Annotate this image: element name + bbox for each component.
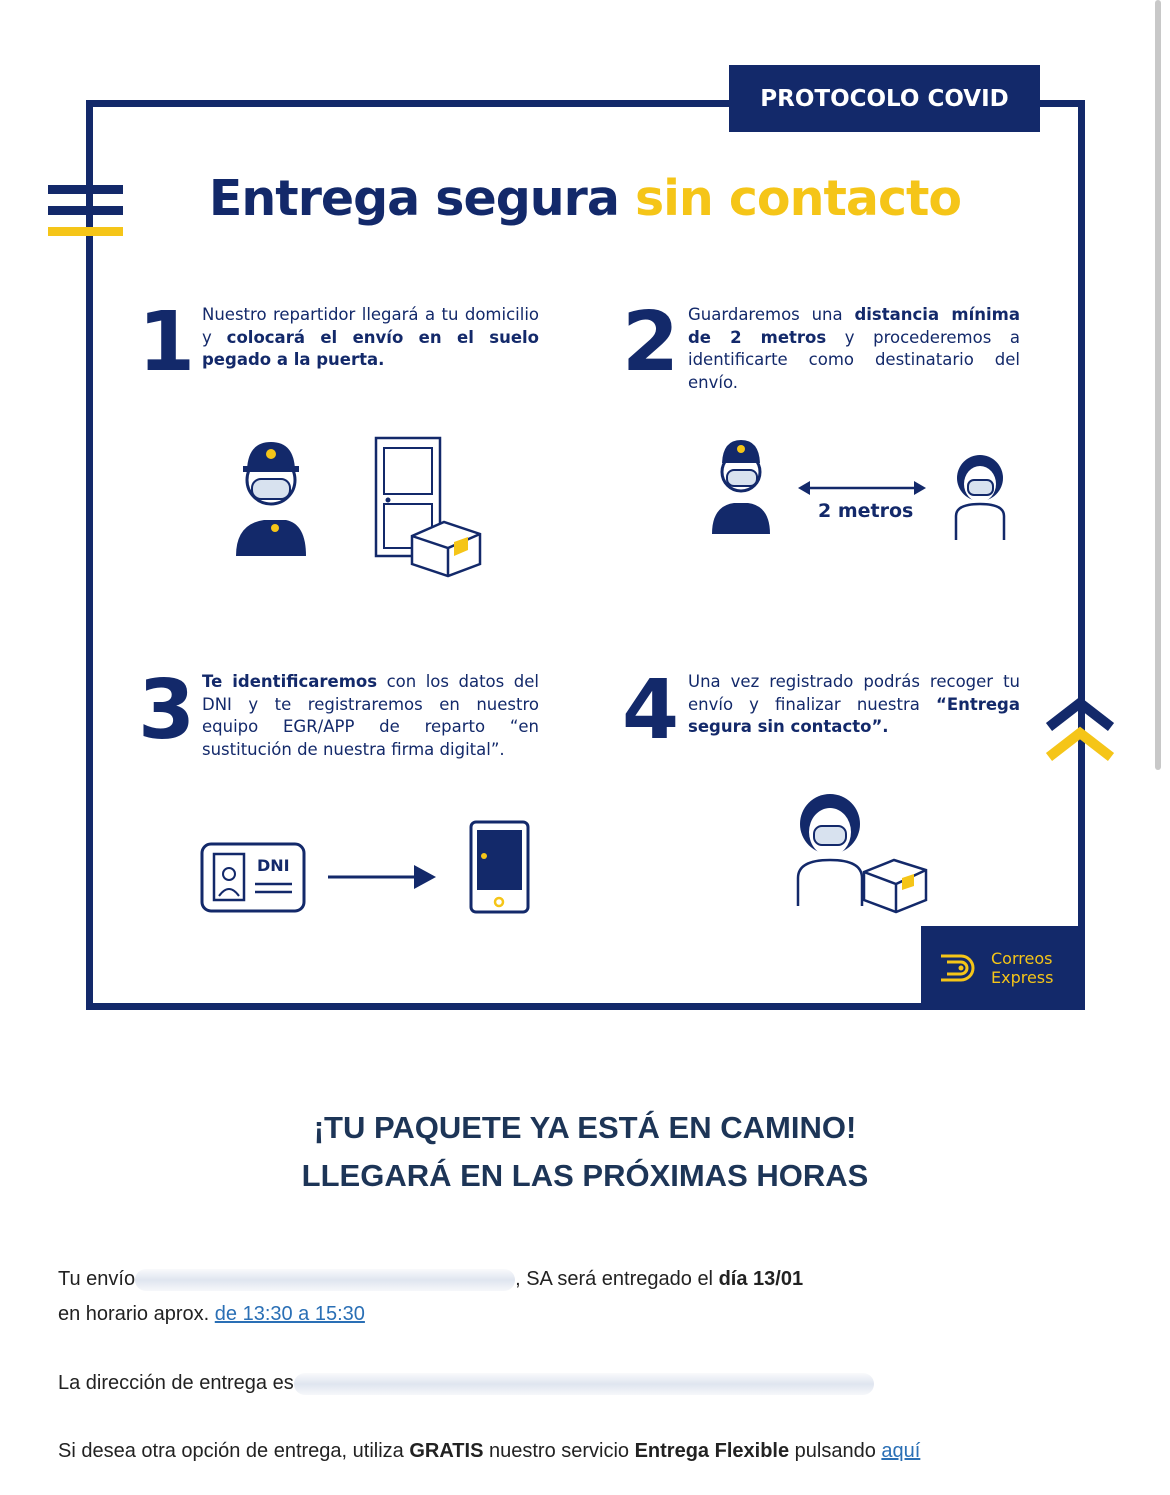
redacted-address [294, 1373, 874, 1395]
dni-label: DNI [257, 856, 290, 875]
title-highlight: sin contacto [634, 170, 962, 227]
protocol-tag: PROTOCOLO COVID [729, 65, 1040, 132]
id-card-icon [202, 844, 304, 911]
package-icon [864, 860, 926, 912]
redacted-text [135, 1269, 515, 1291]
step-1-segment: Nuestro repartidor llegará a tu domicilio y [202, 305, 539, 347]
delivery-info-line-2: en horario aprox. de 13:30 a 15:30 [58, 1303, 365, 1325]
delivery-date: día 13/01 [718, 1268, 804, 1290]
logo-text: Correos Express [991, 949, 1054, 987]
infographic-title [0, 170, 1170, 227]
step-2-segment: distancia mínima de 2 metros [688, 305, 1020, 347]
step-4-text [688, 671, 1020, 739]
step-2-segment: y procederemos a identificarte como destinatario del envío. [688, 327, 1020, 392]
step-3-text [202, 671, 539, 761]
step-2-number: 2 [622, 295, 680, 390]
dni-to-app-illustration [200, 818, 535, 918]
correos-express-logo-icon [939, 950, 983, 986]
recipient-person-icon [956, 455, 1004, 540]
arrow-right-icon [328, 865, 436, 889]
step-3-segment: con los datos del DNI y te registraremos en nuestro equipo EGR/APP de reparto “en sustitución de nuestra firma digital”. [202, 672, 539, 759]
distance-illustration [708, 432, 1018, 547]
step-3-segment: Te identificaremos [202, 672, 378, 691]
distance-arrow-icon [798, 481, 926, 495]
courier-small-icon [712, 440, 770, 534]
chevron-up-decor-icon [1045, 695, 1115, 767]
decorative-stripes-icon [48, 185, 123, 248]
headline-line-2: LLEGARÁ EN LAS PRÓXIMAS HORAS [301, 1158, 869, 1193]
step-2-text [688, 304, 1020, 394]
courier-icon [236, 442, 306, 556]
delivery-address-line: La dirección de entrega es [58, 1372, 874, 1395]
delivery-info-line-1: Tu envío , SA será entregado el día 13/01 [58, 1268, 804, 1290]
step-4-segment: “Entrega segura sin contacto”. [688, 694, 1020, 736]
distance-label: 2 metros [818, 500, 914, 522]
courier-at-door-illustration [228, 432, 498, 582]
recipient-person-icon [798, 794, 862, 906]
time-window-link[interactable]: de 13:30 a 15:30 [214, 1303, 365, 1325]
recipient-with-package-illustration [790, 788, 935, 918]
step-2-segment: Guardaremos una [688, 305, 855, 324]
correos-express-logo [921, 926, 1085, 1010]
step-1-text [202, 304, 539, 372]
flexible-delivery-link[interactable]: aquí [881, 1440, 921, 1462]
step-3-number: 3 [138, 663, 196, 758]
headline-line-1: ¡TU PAQUETE YA ESTÁ EN CAMINO! [313, 1110, 857, 1145]
step-4-number: 4 [622, 663, 680, 758]
flexible-delivery-line: Si desea otra opción de entrega, utiliza GRATIS nuestro servicio Entrega Flexible pulsando aquí [58, 1440, 921, 1462]
step-1-segment: colocará el envío en el suelo pegado a la puerta. [202, 327, 539, 369]
scrollbar[interactable] [1155, 0, 1161, 770]
title-main: Entrega segura [208, 170, 619, 227]
smartphone-icon [471, 822, 528, 912]
step-4-segment: Una vez registrado podrás recoger tu envío y finalizar nuestra [688, 672, 1020, 714]
step-1-number: 1 [138, 295, 196, 390]
